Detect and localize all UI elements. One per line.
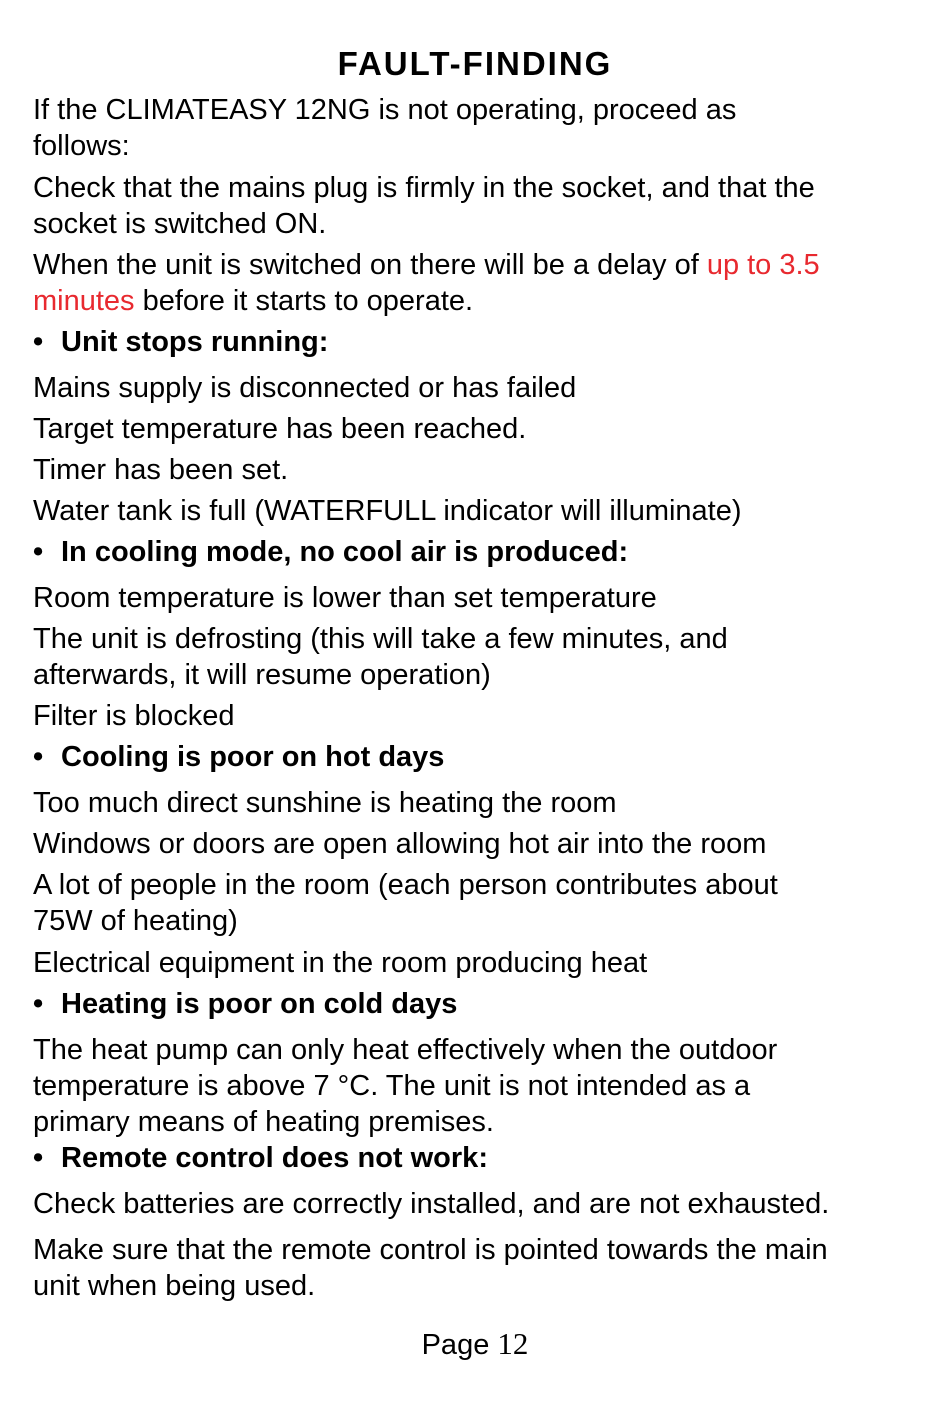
list-item: Room temperature is lower than set temperature (33, 582, 657, 614)
bullet-icon: • (33, 988, 44, 1020)
list-item: afterwards, it will resume operation) (33, 659, 491, 691)
list-item: Too much direct sunshine is heating the room (33, 787, 617, 819)
bullet-icon: • (33, 326, 44, 358)
bullet-icon: • (33, 536, 44, 568)
section-heading (33, 739, 928, 775)
list-item: primary means of heating premises. (33, 1106, 494, 1138)
list-item: A lot of people in the room (each person contributes about (33, 869, 778, 901)
page-number (0, 1326, 950, 1363)
bullet-icon: • (33, 1142, 44, 1174)
list-item: unit when being used. (33, 1270, 316, 1302)
list-item: The heat pump can only heat effectively when the outdoor (33, 1034, 778, 1066)
list-item: Make sure that the remote control is pointed towards the main (33, 1234, 828, 1266)
section-heading (33, 986, 928, 1022)
section-heading (33, 324, 928, 360)
list-item: 75W of heating) (33, 905, 238, 937)
list-item: Water tank is full (WATERFULL indicator will illuminate) (33, 495, 742, 527)
delay-highlight: minutes (33, 285, 135, 317)
section-heading-text: In cooling mode, no cool air is produced: (61, 536, 629, 568)
list-item: Electrical equipment in the room producing heat (33, 947, 648, 979)
page-number-value: 12 (497, 1326, 529, 1361)
section-heading (33, 534, 928, 570)
list-item: Filter is blocked (33, 700, 235, 732)
delay-text: When the unit is switched on there will be a delay of (33, 249, 707, 281)
list-item: Target temperature has been reached. (33, 413, 527, 445)
section-heading-text: Cooling is poor on hot days (61, 741, 445, 773)
list-item: temperature is above 7 °C. The unit is not intended as a (33, 1070, 751, 1102)
check-plug-line-1: Check that the mains plug is firmly in the socket, and that the (33, 172, 815, 204)
section-heading (33, 1140, 928, 1176)
intro-line-1: If the CLIMATEASY 12NG is not operating, proceed as (33, 94, 737, 126)
list-item: Mains supply is disconnected or has failed (33, 372, 577, 404)
section-heading-text: Unit stops running: (61, 326, 329, 358)
page-title: FAULT-FINDING (337, 45, 613, 82)
delay-line-2 (33, 283, 928, 319)
list-item: Windows or doors are open allowing hot air into the room (33, 828, 767, 860)
list-item: Check batteries are correctly installed, and are not exhausted. (33, 1188, 830, 1220)
bullet-icon: • (33, 741, 44, 773)
delay-text: before it starts to operate. (134, 285, 474, 317)
check-plug-line-2: socket is switched ON. (33, 208, 327, 240)
list-item: Timer has been set. (33, 454, 289, 486)
delay-line-1 (33, 247, 928, 283)
delay-highlight: up to 3.5 (706, 249, 820, 281)
list-item: The unit is defrosting (this will take a few minutes, and (33, 623, 728, 655)
section-heading-text: Remote control does not work: (61, 1142, 488, 1174)
intro-line-2: follows: (33, 130, 130, 162)
section-heading-text: Heating is poor on cold days (61, 988, 458, 1020)
page-label: Page (421, 1329, 498, 1361)
